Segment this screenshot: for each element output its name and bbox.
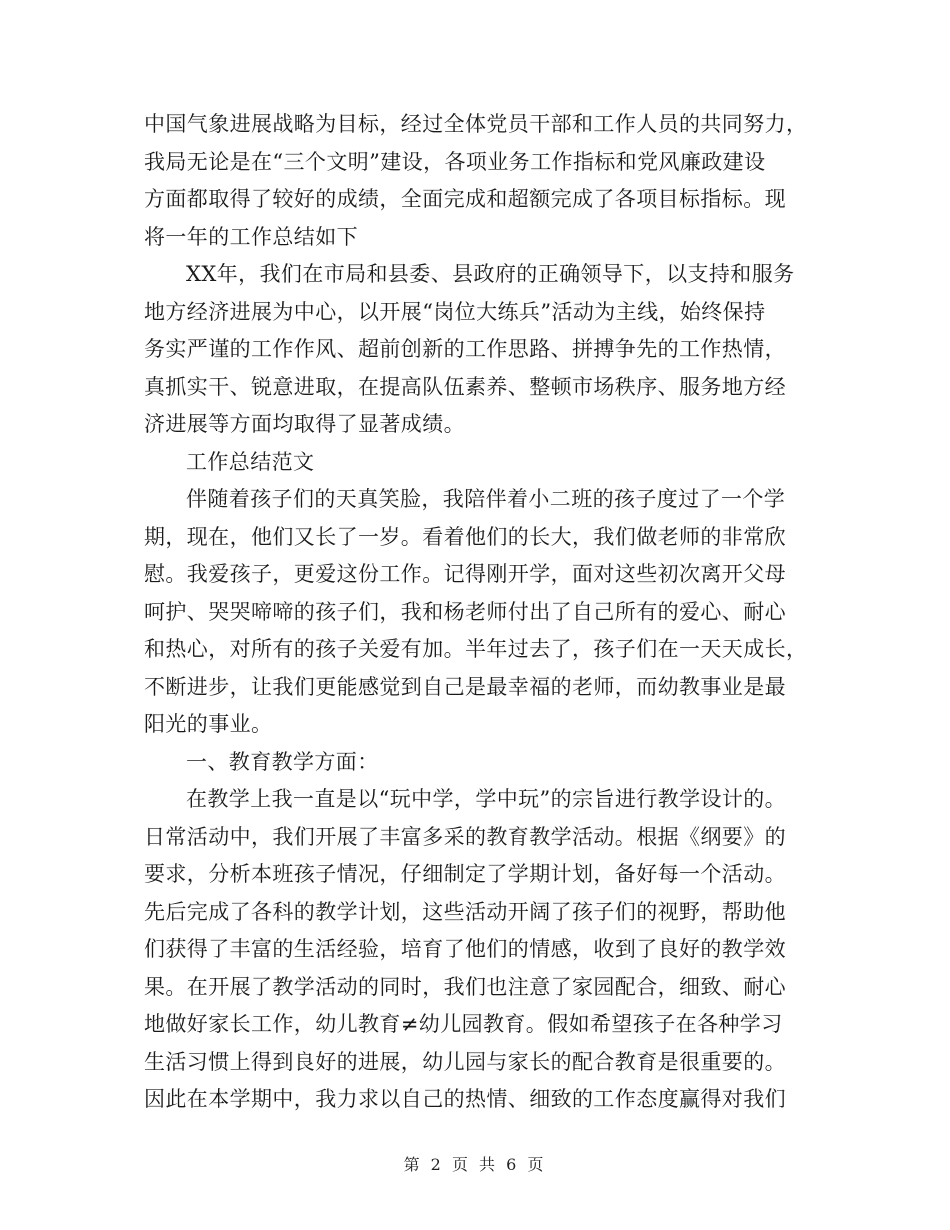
paragraph-start-line: 伴随着孩子们的天真笑脸，我陪伴着小二班的孩子度过了一个学 (186, 487, 786, 511)
text-line: 不断进步，让我们更能感觉到自己是最幸福的老师，而幼教事业是最 (144, 674, 786, 699)
text-line: 地做好家长工作，幼儿教育≠幼儿园教育。假如希望孩子在各种学习 (144, 1012, 783, 1036)
text-line: 日常活动中，我们开展了丰富多采的教育教学活动。根据《纲要》的 (144, 824, 786, 849)
text-line: 中国气象进展战略为目标，经过全体党员干部和工作人员的共同努力， (144, 112, 808, 136)
page-number-footer: 第 2 页 共 6 页 (403, 1155, 547, 1174)
section-heading: 一、教育教学方面： (186, 749, 379, 774)
paragraph-start-line: 在教学上我一直是以“玩中学，学中玩”的宗旨进行教学设计的。 (186, 787, 787, 811)
text-line: 务实严谨的工作作风、超前创新的工作思路、拼搏争先的工作热情， (144, 337, 786, 361)
text-line: 呵护、哭哭啼啼的孩子们，我和杨老师付出了自己所有的爱心、耐心 (144, 599, 786, 624)
text-line: 济进展等方面均取得了显著成绩。 (144, 412, 465, 436)
text-line: 生活习惯上得到良好的进展，幼儿园与家长的配合教育是很重要的。 (144, 1049, 786, 1074)
text-line: 要求，分析本班孩子情况，仔细制定了学期计划，备好每一个活动。 (144, 862, 786, 886)
text-line: 们获得了丰富的生活经验，培育了他们的情感，收到了良好的教学效 (144, 937, 786, 961)
text-line: 将一年的工作总结如下 (144, 224, 358, 249)
section-heading: 工作总结范文 (186, 449, 315, 474)
paragraph-start-line: XX年，我们在市局和县委、县政府的正确领导下，以支持和服务 (186, 262, 795, 286)
text-line: 我局无论是在“三个文明”建设，各项业务工作指标和党风廉政建设 (144, 149, 766, 174)
text-line: 先后完成了各科的教学计划，这些活动开阔了孩子们的视野，帮助他 (144, 899, 786, 924)
text-line: 果。在开展了教学活动的同时，我们也注意了家园配合，细致、耐心 (144, 974, 786, 999)
text-line: 地方经济进展为中心，以开展“岗位大练兵”活动为主线，始终保持 (144, 299, 766, 324)
text-line: 因此在本学期中，我力求以自己的热情、细致的工作态度赢得对我们 (144, 1087, 786, 1111)
text-line: 方面都取得了较好的成绩，全面完成和超额完成了各项目标指标。现 (144, 187, 786, 211)
text-line: 和热心，对所有的孩子关爱有加。半年过去了，孩子们在一天天成长， (144, 637, 808, 661)
text-line: 阳光的事业。 (144, 712, 273, 736)
text-line: 慰。我爱孩子，更爱这份工作。记得刚开学，面对这些初次离开父母 (144, 562, 786, 586)
document-body (144, 106, 824, 1119)
text-line: 真抓实干、锐意进取，在提高队伍素养、整顿市场秩序、服务地方经 (144, 374, 786, 399)
text-line: 期，现在，他们又长了一岁。看着他们的长大，我们做老师的非常欣 (144, 524, 786, 549)
